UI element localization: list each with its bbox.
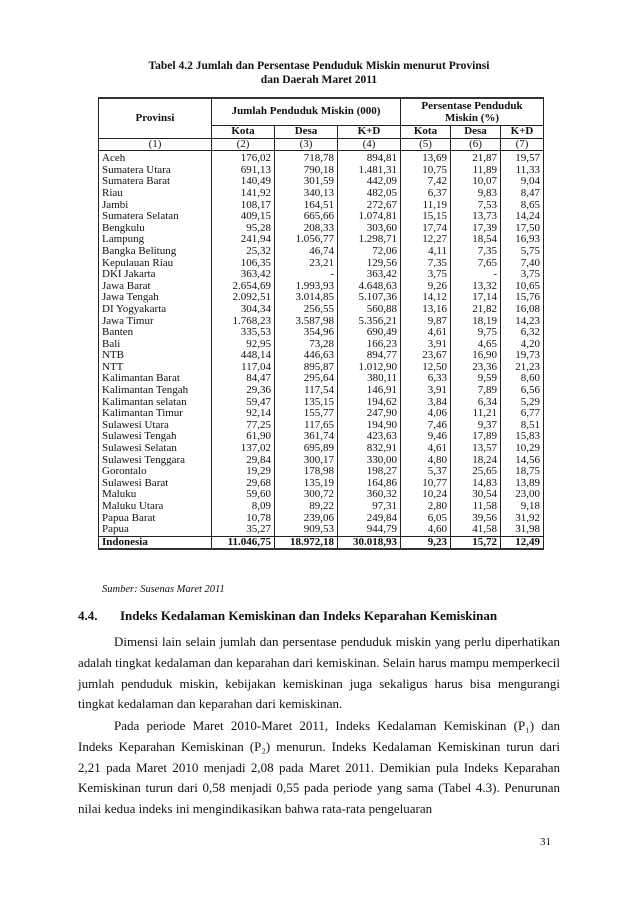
value-cell: 10,24 [401,489,451,501]
value-cell: 4,65 [451,339,501,351]
value-cell: 4,61 [401,443,451,455]
value-cell: 7,46 [401,420,451,432]
table-title: Tabel 4.2 Jumlah dan Persentase Penduduk Miskin menurut Provinsi [148,60,490,72]
value-cell: 117,54 [275,385,338,397]
value-cell: 15,15 [401,211,451,223]
province-cell: Maluku [99,489,212,501]
value-cell: 11,19 [401,200,451,212]
province-cell: Bengkulu [99,223,212,235]
value-cell: 446,63 [275,350,338,362]
value-cell: 10,78 [212,513,275,525]
value-cell: 6,37 [401,188,451,200]
province-cell: Sulawesi Barat [99,478,212,490]
value-cell: 3,84 [401,397,451,409]
value-cell: 4,61 [401,327,451,339]
value-cell: 409,15 [212,211,275,223]
value-cell: 1.056,77 [275,234,338,246]
value-cell: 894,81 [338,151,401,165]
value-cell: 117,04 [212,362,275,374]
value-cell: 15,76 [501,292,544,304]
value-cell: 164,51 [275,200,338,212]
value-cell: 3.587,98 [275,316,338,328]
province-cell: Kalimantan Tengah [99,385,212,397]
column-number: (1) [99,138,212,151]
value-cell: 354,96 [275,327,338,339]
value-cell: 944,79 [338,524,401,536]
value-cell: 17,39 [451,223,501,235]
value-cell: 909,53 [275,524,338,536]
value-cell: 18,54 [451,234,501,246]
province-cell: Jawa Tengah [99,292,212,304]
value-cell: 17,14 [451,292,501,304]
value-cell: 1.074,81 [338,211,401,223]
value-cell: 241,94 [212,234,275,246]
value-cell: 11,58 [451,501,501,513]
province-cell: DI Yogyakarta [99,304,212,316]
subheader-k-d: K+D [338,126,401,139]
province-cell: Papua [99,524,212,536]
value-cell: 16,93 [501,234,544,246]
value-cell: 1.481,31 [338,165,401,177]
value-cell: 13,69 [401,151,451,165]
province-cell: Gorontalo [99,466,212,478]
province-cell: Kalimantan Barat [99,373,212,385]
value-cell: 790,18 [275,165,338,177]
value-cell: 9,87 [401,316,451,328]
table-source: Sumber: Susenas Maret 2011 [102,584,225,595]
value-cell: 1.298,71 [338,234,401,246]
value-cell: 29,36 [212,385,275,397]
value-cell: 17,50 [501,223,544,235]
value-cell: 3,75 [401,269,451,281]
value-cell: 14,24 [501,211,544,223]
value-cell: 9,83 [451,188,501,200]
value-cell: 380,11 [338,373,401,385]
value-cell: 18,75 [501,466,544,478]
value-cell: 21,82 [451,304,501,316]
value-cell: 423,63 [338,431,401,443]
table-row [99,269,544,281]
value-cell: 9,37 [451,420,501,432]
value-cell: 361,74 [275,431,338,443]
value-cell: 13,32 [451,281,501,293]
value-cell: 256,55 [275,304,338,316]
section-heading [78,608,497,624]
value-cell: 272,67 [338,200,401,212]
column-number: (5) [401,138,451,151]
value-cell: 19,73 [501,350,544,362]
value-cell: 11.046,75 [212,536,275,549]
value-cell: 691,13 [212,165,275,177]
value-cell: 9,59 [451,373,501,385]
value-cell: 95,28 [212,223,275,235]
province-cell: Kalimantan selatan [99,397,212,409]
value-cell: 18,19 [451,316,501,328]
value-cell: 77,25 [212,420,275,432]
value-cell: 2,80 [401,501,451,513]
value-cell: 21,23 [501,362,544,374]
table-row [99,258,544,270]
value-cell: 178,98 [275,466,338,478]
value-cell: 8,47 [501,188,544,200]
value-cell: 482,05 [338,188,401,200]
value-cell: 4,80 [401,455,451,467]
value-cell: 12,50 [401,362,451,374]
section-title: Indeks Kedalaman Kemiskinan dan Indeks Keparahan Kemiskinan [120,608,498,623]
table-row [99,501,544,513]
value-cell: 247,90 [338,408,401,420]
paragraph: Dimensi lain selain jumlah dan persentase penduduk miskin yang perlu diperhatikan adalah tingkat kedalaman dan keparahan dari kemiskinan. Selain harus mampu memperkecil jumlah penduduk miskin, kebijakan kemiskinan juga sekaligus harus bisa mengurangi tingkat kedalaman dan keparahan dari kemiskinan. [78,634,560,712]
province-cell: Sumatera Barat [99,176,212,188]
value-cell: 35,27 [212,524,275,536]
province-cell: Jawa Timur [99,316,212,328]
value-cell: 39,56 [451,513,501,525]
province-cell: Lampung [99,234,212,246]
value-cell: 11,89 [451,165,501,177]
value-cell: 7,42 [401,176,451,188]
province-cell: Sumatera Selatan [99,211,212,223]
value-cell: 6,34 [451,397,501,409]
header-jumlah: Jumlah Penduduk Miskin (000) [212,98,401,126]
value-cell: 14,23 [501,316,544,328]
value-cell: 360,32 [338,489,401,501]
value-cell: 13,73 [451,211,501,223]
paragraph: Pada periode Maret 2010-Maret 2011, Indeks Kedalaman Kemiskinan (P₁) dan Indeks Keparahan Kemiskinan (P₂) menurun. Indeks Kedalaman Kemiskinan turun dari 2,21 pada Maret 2010 menjadi 2,08 pada Maret 2011. Demikian pula Indeks Keparahan Kemiskinan turun dari 0,58 menjadi 0,55 pada periode yang sama (Tabel 4.3). Penurunan nilai kedua indeks ini mengindikasikan bahwa rata-rata pengeluaran [78,718,560,817]
subheader-kota: Kota [401,126,451,139]
value-cell: 194,90 [338,420,401,432]
value-cell: 7,53 [451,200,501,212]
province-cell: Riau [99,188,212,200]
value-cell: 17,89 [451,431,501,443]
subheader-desa: Desa [451,126,501,139]
header-provinsi: Provinsi [99,98,212,138]
value-cell: 23,36 [451,362,501,374]
value-cell: 11,21 [451,408,501,420]
section-number: 4.4. [78,608,98,623]
value-cell: 4,06 [401,408,451,420]
value-cell: 9,04 [501,176,544,188]
value-cell: 18,24 [451,455,501,467]
table-row [99,246,544,258]
value-cell: 363,42 [212,269,275,281]
value-cell: 5.356,21 [338,316,401,328]
value-cell: 129,56 [338,258,401,270]
value-cell: 137,02 [212,443,275,455]
value-cell: 7,35 [451,246,501,258]
value-cell: 208,33 [275,223,338,235]
value-cell: 665,66 [275,211,338,223]
value-cell: 108,17 [212,200,275,212]
province-cell: Bali [99,339,212,351]
value-cell: 301,59 [275,176,338,188]
value-cell: 59,47 [212,397,275,409]
value-cell: 11,33 [501,165,544,177]
value-cell: 14,56 [501,455,544,467]
header-persentase: Persentase Penduduk Miskin (%) [401,98,544,126]
value-cell: 303,60 [338,223,401,235]
value-cell: 8,65 [501,200,544,212]
value-cell: 330,00 [338,455,401,467]
value-cell: 16,90 [451,350,501,362]
value-cell: 718,78 [275,151,338,165]
value-cell: - [275,269,338,281]
table-title-line2: dan Daerah Maret 2011 [260,74,378,86]
value-cell: 15,83 [501,431,544,443]
value-cell: 7,65 [451,258,501,270]
province-cell: Sulawesi Utara [99,420,212,432]
value-cell: 3.014,85 [275,292,338,304]
value-cell: 135,15 [275,397,338,409]
table-row [99,524,544,536]
value-cell: 335,53 [212,327,275,339]
value-cell: 92,14 [212,408,275,420]
value-cell: 690,49 [338,327,401,339]
value-cell: 164,86 [338,478,401,490]
value-cell: 10,77 [401,478,451,490]
value-cell: 135,19 [275,478,338,490]
value-cell: 117,65 [275,420,338,432]
value-cell: 1.993,93 [275,281,338,293]
value-cell: 13,16 [401,304,451,316]
value-cell: 10,07 [451,176,501,188]
value-cell: 29,68 [212,478,275,490]
value-cell: 12,27 [401,234,451,246]
province-cell: NTT [99,362,212,374]
value-cell: 3,91 [401,385,451,397]
value-cell: 97,31 [338,501,401,513]
province-cell: Aceh [99,151,212,165]
province-cell: Indonesia [99,536,212,549]
value-cell: 18.972,18 [275,536,338,549]
value-cell: 31,92 [501,513,544,525]
value-cell: 14,12 [401,292,451,304]
value-cell: 5,75 [501,246,544,258]
value-cell: 8,60 [501,373,544,385]
value-cell: 89,22 [275,501,338,513]
value-cell: 9,46 [401,431,451,443]
value-cell: 6,33 [401,373,451,385]
column-number: (4) [338,138,401,151]
value-cell: 29,84 [212,455,275,467]
column-number: (6) [451,138,501,151]
value-cell: 41,58 [451,524,501,536]
value-cell: 442,09 [338,176,401,188]
value-cell: 448,14 [212,350,275,362]
value-cell: 30,54 [451,489,501,501]
poverty-table [98,97,544,550]
value-cell: 894,77 [338,350,401,362]
value-cell: 61,90 [212,431,275,443]
value-cell: 72,06 [338,246,401,258]
value-cell: 4,20 [501,339,544,351]
value-cell: 895,87 [275,362,338,374]
value-cell: 560,88 [338,304,401,316]
value-cell: 6,32 [501,327,544,339]
value-cell: 46,74 [275,246,338,258]
table-row [99,211,544,223]
province-cell: Papua Barat [99,513,212,525]
value-cell: 6,05 [401,513,451,525]
province-cell: Sulawesi Tengah [99,431,212,443]
value-cell: 9,26 [401,281,451,293]
value-cell: 31,98 [501,524,544,536]
value-cell: 1.012,90 [338,362,401,374]
value-cell: 5.107,36 [338,292,401,304]
value-cell: 23,21 [275,258,338,270]
column-number: (7) [501,138,544,151]
value-cell: 8,09 [212,501,275,513]
province-cell: Bangka Belitung [99,246,212,258]
value-cell: 5,37 [401,466,451,478]
table-row [99,385,544,397]
value-cell: 176,02 [212,151,275,165]
column-number: (2) [212,138,275,151]
table-row [99,151,544,165]
value-cell: 9,18 [501,501,544,513]
value-cell: 3,91 [401,339,451,351]
value-cell: 146,91 [338,385,401,397]
value-cell: 25,32 [212,246,275,258]
value-cell: 16,08 [501,304,544,316]
province-cell: DKI Jakarta [99,269,212,281]
value-cell: 140,49 [212,176,275,188]
value-cell: 7,35 [401,258,451,270]
value-cell: 300,17 [275,455,338,467]
province-cell: Jawa Barat [99,281,212,293]
value-cell: 249,84 [338,513,401,525]
value-cell: 6,77 [501,408,544,420]
value-cell: 30.018,93 [338,536,401,549]
value-cell: 194,62 [338,397,401,409]
value-cell: 59,60 [212,489,275,501]
value-cell: 304,34 [212,304,275,316]
value-cell: 4,60 [401,524,451,536]
table-row [99,443,544,455]
value-cell: 17,74 [401,223,451,235]
province-cell: Sumatera Utara [99,165,212,177]
value-cell: 832,91 [338,443,401,455]
value-cell: - [451,269,501,281]
province-cell: Kalimantan Timur [99,408,212,420]
table-row [99,327,544,339]
value-cell: 21,87 [451,151,501,165]
value-cell: 8,51 [501,420,544,432]
value-cell: 10,65 [501,281,544,293]
province-cell: Sulawesi Selatan [99,443,212,455]
value-cell: 10,29 [501,443,544,455]
page-number: 31 [540,836,551,848]
value-cell: 300,72 [275,489,338,501]
value-cell: 695,89 [275,443,338,455]
column-number: (3) [275,138,338,151]
value-cell: 19,29 [212,466,275,478]
value-cell: 84,47 [212,373,275,385]
value-cell: 13,89 [501,478,544,490]
value-cell: 6,56 [501,385,544,397]
value-cell: 23,67 [401,350,451,362]
value-cell: 7,40 [501,258,544,270]
province-cell: Sulawesi Tenggara [99,455,212,467]
value-cell: 19,57 [501,151,544,165]
value-cell: 15,72 [451,536,501,549]
value-cell: 363,42 [338,269,401,281]
value-cell: 295,64 [275,373,338,385]
value-cell: 10,75 [401,165,451,177]
province-cell: Jambi [99,200,212,212]
value-cell: 1.768,23 [212,316,275,328]
value-cell: 12,49 [501,536,544,549]
subheader-k-d: K+D [501,126,544,139]
value-cell: 3,75 [501,269,544,281]
subheader-kota: Kota [212,126,275,139]
province-cell: Banten [99,327,212,339]
value-cell: 25,65 [451,466,501,478]
value-cell: 198,27 [338,466,401,478]
province-cell: NTB [99,350,212,362]
value-cell: 92,95 [212,339,275,351]
subheader-desa: Desa [275,126,338,139]
province-cell: Kepulauan Riau [99,258,212,270]
table-row [99,304,544,316]
value-cell: 9,23 [401,536,451,549]
value-cell: 9,75 [451,327,501,339]
value-cell: 4,11 [401,246,451,258]
value-cell: 106,35 [212,258,275,270]
value-cell: 7,89 [451,385,501,397]
value-cell: 73,28 [275,339,338,351]
value-cell: 340,13 [275,188,338,200]
value-cell: 4.648,63 [338,281,401,293]
value-cell: 5,29 [501,397,544,409]
value-cell: 141,92 [212,188,275,200]
value-cell: 155,77 [275,408,338,420]
value-cell: 2.092,51 [212,292,275,304]
value-cell: 14,83 [451,478,501,490]
value-cell: 166,23 [338,339,401,351]
value-cell: 13,57 [451,443,501,455]
value-cell: 23,00 [501,489,544,501]
province-cell: Maluku Utara [99,501,212,513]
total-row [99,536,544,549]
value-cell: 239,06 [275,513,338,525]
table-row [99,188,544,200]
value-cell: 2.654,69 [212,281,275,293]
